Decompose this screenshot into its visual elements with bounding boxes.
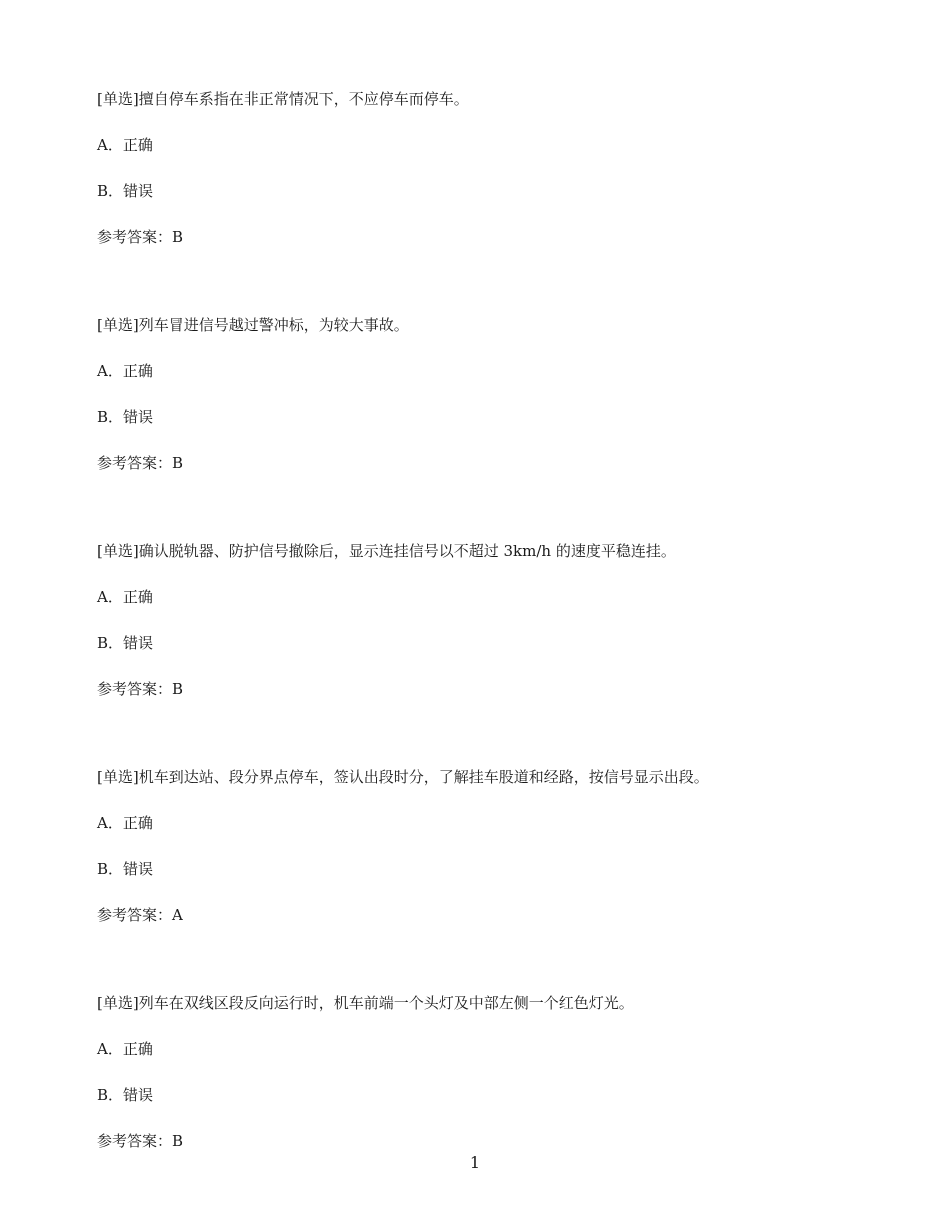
option-a: A．正确 <box>97 814 153 832</box>
question-block-2 <box>97 315 877 473</box>
reference-answer: 参考答案：B <box>97 454 184 472</box>
question-stem: [单选]擅自停车系指在非正常情况下，不应停车而停车。 <box>97 90 469 108</box>
question-block-4 <box>97 767 877 925</box>
option-b: B．错误 <box>97 860 154 878</box>
question-block-5 <box>97 993 877 1151</box>
question-stem: [单选]列车冒进信号越过警冲标，为较大事故。 <box>97 316 409 334</box>
option-a: A．正确 <box>97 136 153 154</box>
reference-answer: 参考答案：A <box>97 906 183 924</box>
question-stem: [单选]机车到达站、段分界点停车，签认出段时分，了解挂车股道和经路，按信号显示出段。 <box>97 768 709 786</box>
option-b: B．错误 <box>97 182 154 200</box>
option-a: A．正确 <box>97 588 153 606</box>
reference-answer: 参考答案：B <box>97 228 184 246</box>
question-block-3 <box>97 541 877 699</box>
question-stem: [单选]确认脱轨器、防护信号撤除后，显示连挂信号以不超过 3km/h 的速度平稳连挂。 <box>97 542 676 560</box>
option-b: B．错误 <box>97 1086 154 1104</box>
option-a: A．正确 <box>97 1040 153 1058</box>
option-a: A．正确 <box>97 362 153 380</box>
reference-answer: 参考答案：B <box>97 680 184 698</box>
reference-answer: 参考答案：B <box>97 1132 184 1150</box>
option-b: B．错误 <box>97 408 154 426</box>
question-stem: [单选]列车在双线区段反向运行时，机车前端一个头灯及中部左侧一个红色灯光。 <box>97 994 634 1012</box>
page-number: 1 <box>469 1153 481 1172</box>
option-b: B．错误 <box>97 634 154 652</box>
question-block-1 <box>97 89 877 247</box>
